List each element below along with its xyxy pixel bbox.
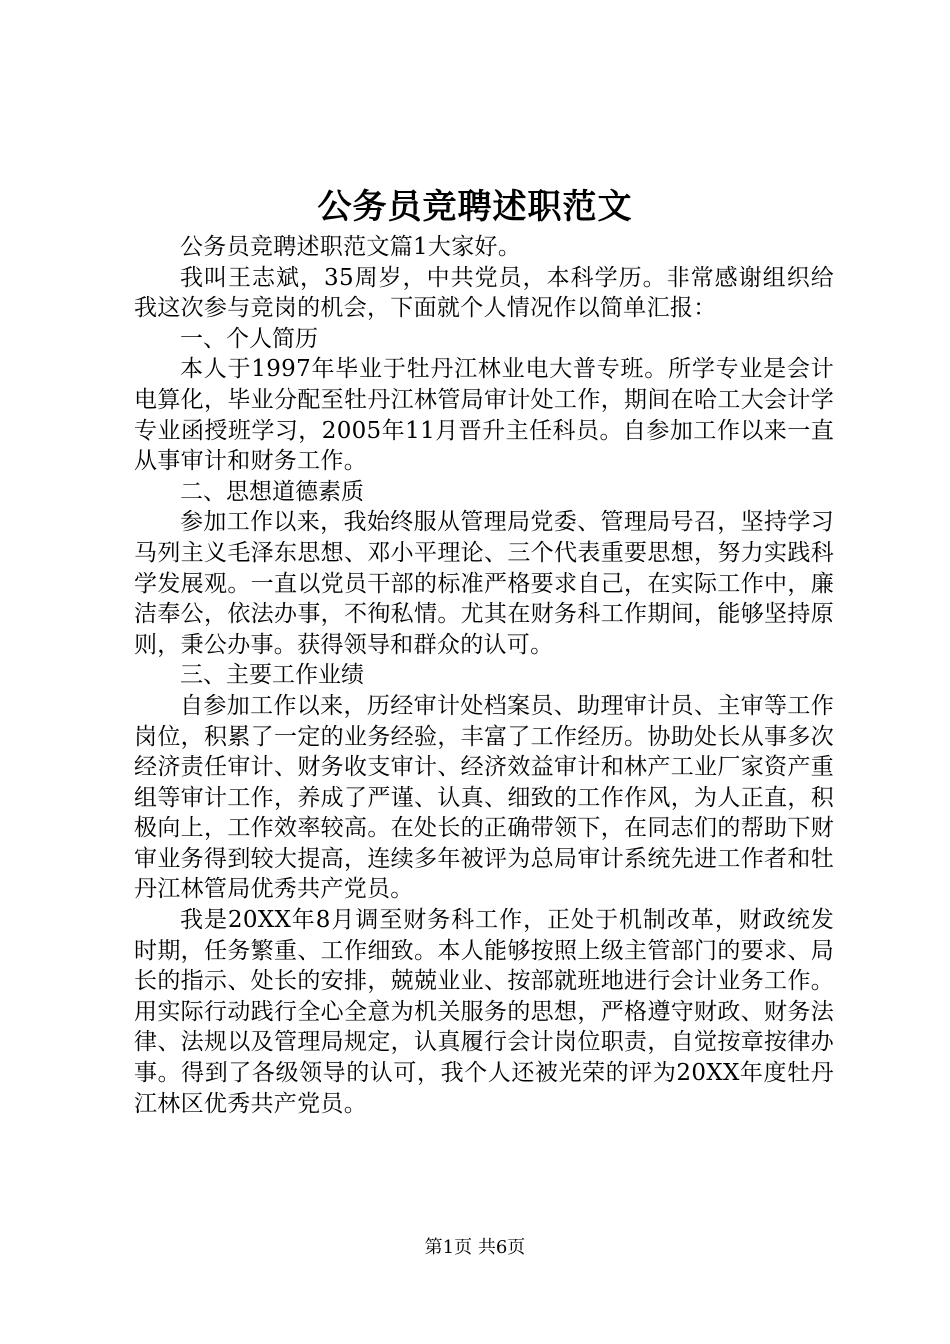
- paragraph-introduction: 我叫王志斌，35周岁，中共党员，本科学历。非常感谢组织给我这次参与竞岗的机会，下面就个人情况作以简单汇报：: [134, 264, 834, 322]
- paragraph-resume: 本人于1997年毕业于牡丹江林业电大普专班。所学专业是会计电算化，毕业分配至牡丹江林管局审计处工作，期间在哈工大会计学专业函授班学习，2005年11月晋升主任科员。自参加工作以来一直从事审计和财务工作。: [134, 356, 834, 475]
- paragraph-greeting: 公务员竞聘述职范文篇1大家好。: [180, 234, 522, 260]
- paragraph-finance-work: 我是20XX年8月调至财务科工作，正处于机制改革，财政统发时期，任务繁重、工作细致。本人能够按照上级主管部门的要求、局长的指示、处长的安排，兢兢业业、按部就班地进行会计业务工作。用实际行动践行全心全意为机关服务的思想，严格遵守财政、财务法律、法规以及管理局规定，认真履行会计岗位职责，自觉按章按律办事。得到了各级领导的认可，我个人还被光荣的评为20XX年度牡丹江林区优秀共产党员。: [134, 907, 834, 1117]
- section-heading-moral-quality: 二、思想道德素质: [180, 478, 364, 505]
- page-number-footer: 第1页 共6页: [424, 1237, 526, 1258]
- document-body: [134, 232, 834, 1119]
- paragraph-moral-quality: 参加工作以来，我始终服从管理局党委、管理局号召，坚持学习马列主义毛泽东思想、邓小平理论、三个代表重要思想，努力实践科学发展观。一直以党员干部的标准严格要求自己，在实际工作中，廉洁奉公，依法办事，不徇私情。尤其在财务科工作期间，能够坚持原则，秉公办事。获得领导和群众的认可。: [134, 509, 834, 658]
- section-heading-achievements: 三、主要工作业绩: [180, 662, 364, 689]
- paragraph-achievements: 自参加工作以来，历经审计处档案员、助理审计员、主审等工作岗位，积累了一定的业务经验，丰富了工作经历。协助处长从事多次经济责任审计、财务收支审计、经济效益审计和林产工业厂家资产重组等审计工作，养成了严谨、认真、细致的工作作风，为人正直，积极向上，工作效率较高。在处长的正确带领下，在同志们的帮助下财审业务得到较大提高，连续多年被评为总局审计系统先进工作者和牡丹江林管局优秀共产党员。: [134, 692, 834, 903]
- page-title: 公务员竞聘述职范文: [317, 187, 633, 227]
- section-heading-resume: 一、个人简历: [180, 325, 318, 352]
